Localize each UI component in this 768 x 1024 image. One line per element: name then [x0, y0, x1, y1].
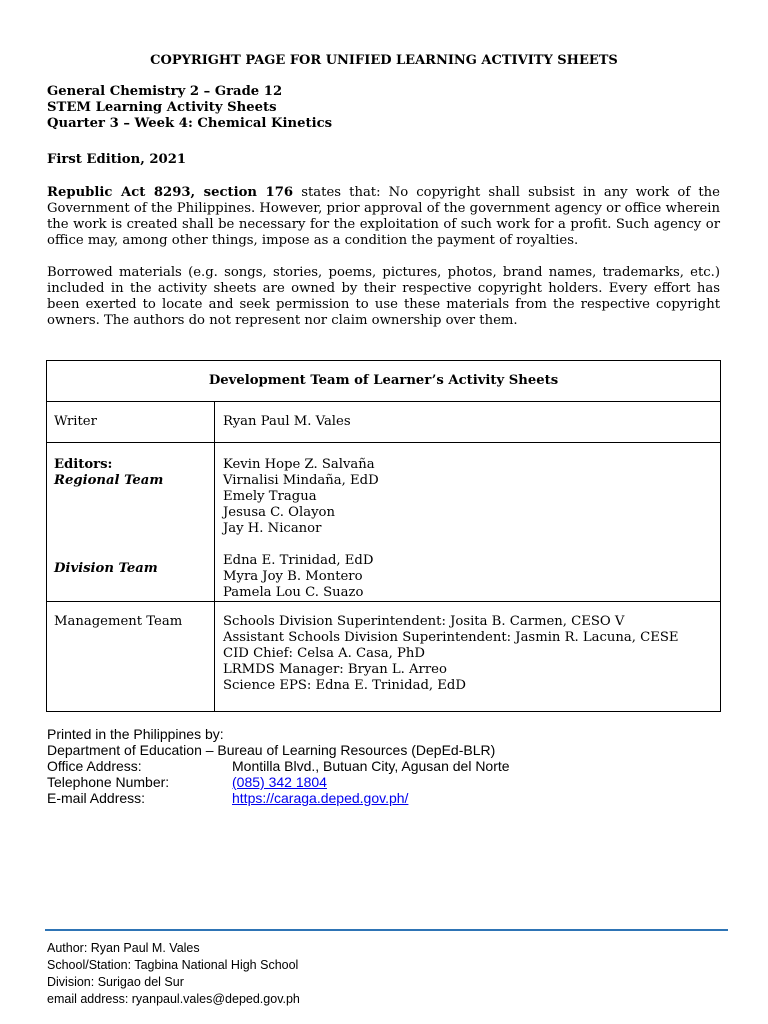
management-member: LRMDS Manager: Bryan L. Arreo	[223, 662, 447, 677]
regional-editor: Jesusa C. Olayon	[223, 505, 335, 520]
regional-editor: Emely Tragua	[223, 489, 317, 504]
edition: First Edition, 2021	[47, 152, 187, 167]
management-member: CID Chief: Celsa A. Casa, PhD	[223, 646, 425, 661]
borrowed-materials-paragraph: Borrowed materials (e.g. songs, stories, poems, pictures, photos, brand names, trademarks, etc.) included in the activity sheets are owned by their respective copyright holders. Every effort has been exerted to locate and seek permission to use these materials from the respective copyright owners. The authors do not represent nor claim ownership over them.	[47, 265, 720, 328]
editors-row	[47, 443, 721, 602]
email-row	[47, 790, 510, 806]
printed-intro: Printed in the Philippines by:	[47, 726, 224, 742]
printed-dept: Department of Education – Bureau of Learning Resources (DepEd-BLR)	[47, 742, 496, 758]
course-subject: General Chemistry 2 – Grade 12	[47, 84, 283, 99]
page-title: COPYRIGHT PAGE FOR UNIFIED LEARNING ACTIVITY SHEETS	[150, 53, 618, 68]
division-editor: Myra Joy B. Montero	[223, 569, 363, 584]
management-member: Schools Division Superintendent: Josita B. Carmen, CESO V	[223, 614, 625, 629]
division-editor: Edna E. Trinidad, EdD	[223, 553, 374, 568]
writer-row	[47, 402, 721, 443]
management-member: Science EPS: Edna E. Trinidad, EdD	[223, 678, 466, 693]
course-info	[47, 84, 332, 132]
office-address-row	[47, 758, 510, 774]
copyright-lead: Republic Act 8293, section 176	[47, 185, 294, 200]
telephone-label: Telephone Number:	[47, 774, 170, 790]
course-quarter: Quarter 3 – Week 4: Chemical Kinetics	[47, 116, 333, 131]
footer-divider	[45, 929, 728, 931]
course-program: STEM Learning Activity Sheets	[47, 100, 277, 115]
website-link[interactable]: https://caraga.deped.gov.ph/	[232, 790, 409, 806]
footer-school: School/Station: Tagbina National High School	[47, 958, 299, 972]
regional-editor: Jay H. Nicanor	[223, 521, 322, 536]
editors-label: Editors:	[54, 457, 113, 472]
division-editor: Pamela Lou C. Suazo	[223, 585, 364, 600]
regional-team-label: Regional Team	[54, 473, 164, 488]
management-list	[215, 602, 721, 712]
office-address: Montilla Blvd., Butuan City, Agusan del Norte	[232, 758, 510, 774]
management-label: Management Team	[47, 602, 215, 712]
management-member: Assistant Schools Division Superintendent: Jasmin R. Lacuna, CESE	[223, 630, 679, 645]
email-label: E-mail Address:	[47, 790, 146, 806]
team-table-heading: Development Team of Learner’s Activity Sheets	[47, 361, 721, 402]
writer-label: Writer	[47, 402, 215, 443]
division-team-label: Division Team	[54, 561, 158, 576]
copyright-text: states that: No copyright shall subsist in any work of the Government of the Philippines. However, prior approval of the government agency or office wherein the work is created shall be necessary for the exploitation of such work for a profit. Such agency or office may, among other things, impose as a condition the payment of royalties.	[47, 185, 720, 248]
printing-info	[47, 726, 510, 806]
telephone-link[interactable]: (085) 342 1804	[232, 774, 327, 790]
writer-name: Ryan Paul M. Vales	[215, 402, 721, 443]
footer-division: Division: Surigao del Sur	[47, 975, 184, 989]
development-team-table	[46, 360, 721, 712]
telephone-row	[47, 774, 510, 790]
regional-editor: Virnalisi Mindaña, EdD	[223, 473, 379, 488]
footer	[47, 940, 300, 1008]
management-row	[47, 602, 721, 712]
regional-editor: Kevin Hope Z. Salvaña	[223, 457, 375, 472]
office-address-label: Office Address:	[47, 758, 142, 774]
footer-email: email address: ryanpaul.vales@deped.gov.ph	[47, 992, 300, 1006]
editors-label-cell	[47, 443, 215, 602]
footer-author: Author: Ryan Paul M. Vales	[47, 941, 200, 955]
copyright-paragraph	[47, 185, 720, 249]
editors-list	[215, 443, 721, 602]
